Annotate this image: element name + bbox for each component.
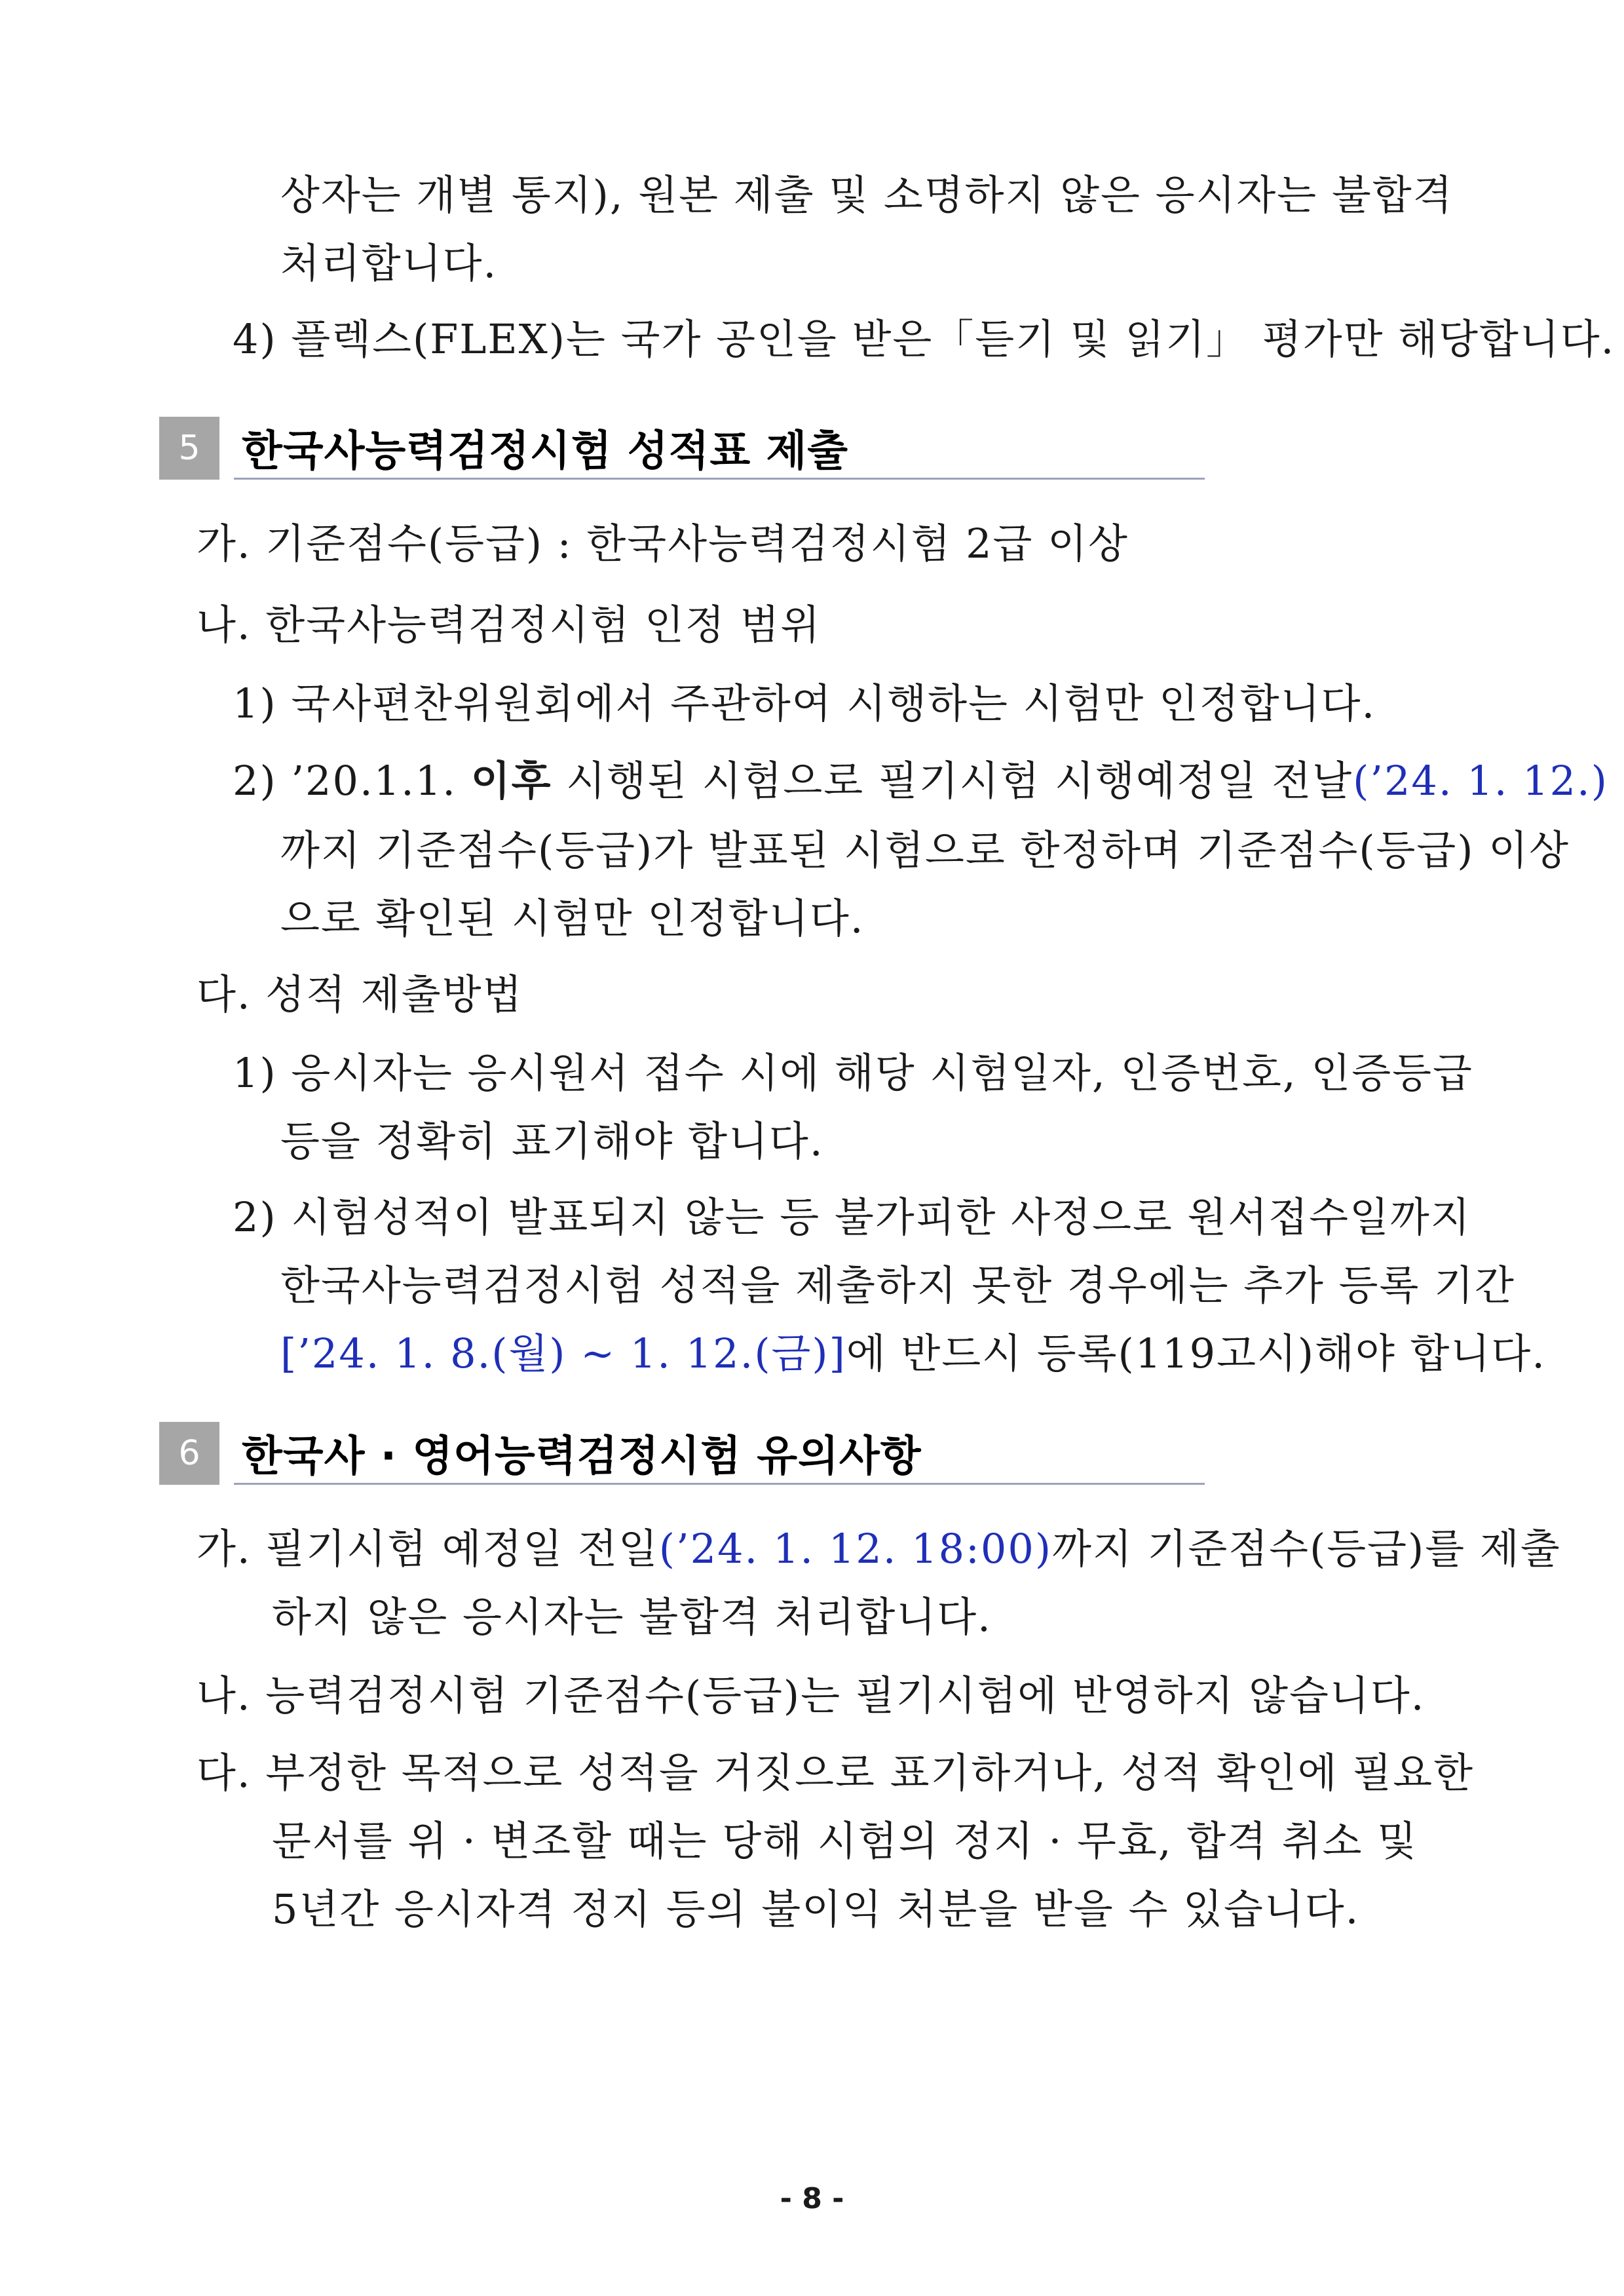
sub-item-1: 1) 응시자는 응시원서 접수 시에 해당 시험일자, 인증번호, 인증등급 — [233, 1049, 1473, 1097]
text-run: 까지 기준점수(등급)를 제출 — [1052, 1525, 1561, 1573]
continued-text-line: 까지 기준점수(등급)가 발표된 시험으로 한정하며 기준점수(등급) 이상 — [280, 826, 1570, 874]
continued-text-line: 5년간 응시자격 정지 등의 불이익 처분을 받을 수 있습니다. — [272, 1885, 1360, 1933]
item-ga — [197, 1523, 1561, 1575]
continued-text-line: 처리합니다. — [280, 239, 498, 287]
item-da: 다. 부정한 목적으로 성적을 거짓으로 표기하거나, 성적 확인에 필요한 — [197, 1749, 1475, 1797]
emphasis-text: 이후 — [470, 757, 552, 805]
section-number-badge: 6 — [159, 1422, 219, 1485]
section-title: 한국사 · 영어능력검정시험 유의사항 — [242, 1432, 922, 1481]
item-ga: 가. 기준점수(등급) : 한국사능력검정시험 2급 이상 — [197, 520, 1129, 567]
highlight-deadline: (’24. 1. 12. 18:00) — [658, 1525, 1053, 1573]
list-item-4: 4) 플렉스(FLEX)는 국가 공인을 받은「듣기 및 읽기」 평가만 해당합니다. — [233, 315, 1615, 363]
text-run: 2) ’20.1.1. — [233, 757, 457, 805]
item-da: 다. 성적 제출방법 — [197, 970, 523, 1018]
item-na: 나. 능력검정시험 기준점수(등급)는 필기시험에 반영하지 않습니다. — [197, 1672, 1426, 1719]
continued-text-line: 으로 확인된 시험만 인정합니다. — [280, 894, 865, 942]
continued-text-line: 상자는 개별 통지), 원본 제출 및 소명하지 않은 응시자는 불합격 — [280, 171, 1454, 219]
continued-text-line: 문서를 위 · 변조할 때는 당해 시험의 정지 · 무효, 합격 취소 및 — [272, 1817, 1418, 1865]
section-number-badge: 5 — [159, 417, 219, 480]
text-run: 가. 필기시험 예정일 전일 — [197, 1525, 659, 1573]
text-run: 에 반드시 등록(119고시)해야 합니다. — [846, 1330, 1546, 1377]
section-title: 한국사능력검정시험 성적표 제출 — [242, 427, 849, 476]
section-title-underline — [234, 1422, 1205, 1485]
section-title-underline — [234, 417, 1205, 480]
sub-item-1: 1) 국사편찬위원회에서 주관하여 시행하는 시험만 인정합니다. — [233, 679, 1376, 727]
item-na: 나. 한국사능력검정시험 인정 범위 — [197, 601, 821, 649]
text-run: 시행된 시험으로 필기시험 시행예정일 전날 — [566, 757, 1353, 805]
continued-text-line: 등을 정확히 표기해야 합니다. — [280, 1117, 824, 1165]
sub-item-2 — [233, 755, 1608, 807]
section-header-6 — [159, 1422, 1205, 1485]
sub-item-2: 2) 시험성적이 발표되지 않는 등 불가피한 사정으로 원서접수일까지 — [233, 1193, 1471, 1241]
continued-text-line — [280, 1328, 1546, 1380]
continued-text-line: 하지 않은 응시자는 불합격 처리합니다. — [272, 1593, 992, 1641]
highlight-date: (’24. 1. 12.) — [1353, 757, 1608, 805]
continued-text-line: 한국사능력검정시험 성적을 제출하지 못한 경우에는 추가 등록 기간 — [280, 1261, 1515, 1309]
highlight-period: [’24. 1. 8.(월) ∼ 1. 12.(금)] — [280, 1330, 846, 1377]
section-header-5 — [159, 417, 1205, 480]
page-number: - 8 - — [780, 2182, 844, 2215]
